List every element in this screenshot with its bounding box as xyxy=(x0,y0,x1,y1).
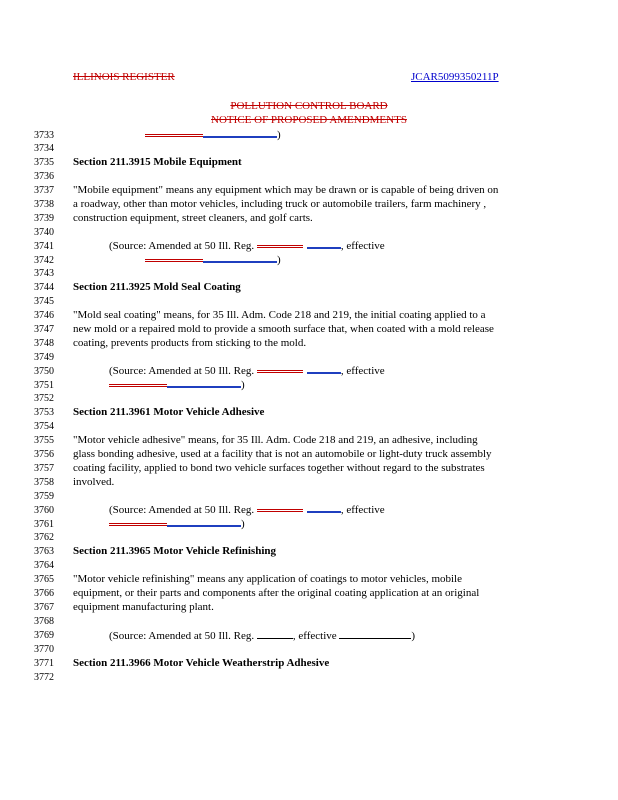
line-number: 3744 xyxy=(34,282,54,293)
notice-title: NOTICE OF PROPOSED AMENDMENTS xyxy=(211,114,407,126)
line-number: 3737 xyxy=(34,185,54,196)
section-heading: Section 211.3965 Motor Vehicle Refinishing xyxy=(73,545,276,557)
inserted-mark xyxy=(203,254,277,263)
source-note xyxy=(109,240,385,253)
effective-text: , effective xyxy=(340,240,385,252)
inserted-mark xyxy=(307,365,341,374)
line-number: 3748 xyxy=(34,338,54,349)
jcar-code: JCAR5099350211P xyxy=(411,71,499,83)
line-number: 3769 xyxy=(34,630,54,641)
section-heading: Section 211.3961 Motor Vehicle Adhesive xyxy=(73,406,265,418)
line-number: 3740 xyxy=(34,227,54,238)
line-number: 3761 xyxy=(34,519,54,530)
body-line: construction equipment, street cleaners, and golf carts. xyxy=(73,212,313,224)
closing-paren: ) xyxy=(411,630,416,642)
source-note xyxy=(109,504,385,517)
source-close-line xyxy=(109,518,245,531)
agency-name: POLLUTION CONTROL BOARD xyxy=(230,100,388,112)
line-number: 3746 xyxy=(34,310,54,321)
deleted-mark xyxy=(109,523,167,526)
line-number: 3739 xyxy=(34,213,54,224)
line-number: 3741 xyxy=(34,241,54,252)
line-number: 3765 xyxy=(34,574,54,585)
section-heading: Section 211.3925 Mold Seal Coating xyxy=(73,281,241,293)
section-heading: Section 211.3915 Mobile Equipment xyxy=(73,156,242,168)
line-number: 3747 xyxy=(34,324,54,335)
line-number: 3745 xyxy=(34,296,54,307)
line-number: 3771 xyxy=(34,658,54,669)
closing-paren: ) xyxy=(241,518,245,530)
line-number: 3754 xyxy=(34,421,54,432)
inserted-mark xyxy=(167,518,241,527)
source-close-line xyxy=(109,379,245,392)
blank-line xyxy=(339,629,411,639)
line-number: 3759 xyxy=(34,491,54,502)
body-line: coating facility, applied to bond two vehicle surfaces together without regard to the substrates xyxy=(73,462,485,474)
line-number: 3768 xyxy=(34,616,54,627)
line-number: 3760 xyxy=(34,505,54,516)
effective-text: , effective xyxy=(292,630,337,642)
line-number: 3734 xyxy=(34,143,54,154)
line-number: 3758 xyxy=(34,477,54,488)
deleted-mark xyxy=(145,259,203,262)
line-number: 3757 xyxy=(34,463,54,474)
line-number: 3764 xyxy=(34,560,54,571)
body-line: "Mold seal coating" means, for 35 Ill. Adm. Code 218 and 219, the initial coating applied to a xyxy=(73,309,486,321)
line-number: 3767 xyxy=(34,602,54,613)
body-line: a roadway, other than motor vehicles, including truck or automobile trailers, farm machinery , xyxy=(73,198,487,210)
source-note xyxy=(109,365,385,378)
body-line: glass bonding adhesive, used at a facility that is not an automobile or light-duty truck assembly xyxy=(73,448,492,460)
line-number: 3755 xyxy=(34,435,54,446)
line-number: 3735 xyxy=(34,157,54,168)
body-line: "Mobile equipment" means any equipment which may be drawn or is capable of being driven on xyxy=(73,184,499,196)
body-line: coating, prevents products from sticking to the mold. xyxy=(73,337,307,349)
line-number: 3750 xyxy=(34,366,54,377)
line-number: 3756 xyxy=(34,449,54,460)
line-number: 3736 xyxy=(34,171,54,182)
line-number: 3772 xyxy=(34,672,54,683)
section-heading: Section 211.3966 Motor Vehicle Weatherstrip Adhesive xyxy=(73,657,330,669)
line-number: 3738 xyxy=(34,199,54,210)
closing-paren: ) xyxy=(241,379,245,391)
register-title: ILLINOIS REGISTER xyxy=(73,71,175,83)
deleted-mark xyxy=(257,370,303,373)
source-note xyxy=(109,629,415,643)
closing-paren: ) xyxy=(277,129,281,141)
body-line: new mold or a repaired mold to provide a smooth surface that, when coated with a mold release xyxy=(73,323,494,335)
deleted-mark xyxy=(145,134,203,137)
source-text: (Source: Amended at 50 Ill. Reg. xyxy=(109,630,255,642)
inserted-mark xyxy=(167,379,241,388)
line-number: 3766 xyxy=(34,588,54,599)
line-number: 3770 xyxy=(34,644,54,655)
line-number: 3749 xyxy=(34,352,54,363)
inserted-mark xyxy=(307,240,341,249)
line-number: 3753 xyxy=(34,407,54,418)
line-number: 3743 xyxy=(34,268,54,279)
line-number: 3742 xyxy=(34,255,54,266)
body-line: equipment, or their parts and components after the original coating application at an original xyxy=(73,587,480,599)
body-line: "Motor vehicle refinishing" means any application of coatings to motor vehicles, mobile xyxy=(73,573,462,585)
line-number: 3763 xyxy=(34,546,54,557)
line-number: 3751 xyxy=(34,380,54,391)
line-number: 3752 xyxy=(34,393,54,404)
inserted-mark xyxy=(307,504,341,513)
body-line: "Motor vehicle adhesive" means, for 35 Ill. Adm. Code 218 and 219, an adhesive, including xyxy=(73,434,478,446)
line-number: 3762 xyxy=(34,532,54,543)
source-close-line xyxy=(145,254,281,267)
line-number: 3733 xyxy=(34,130,54,141)
source-close-line xyxy=(145,129,281,142)
body-line: equipment manufacturing plant. xyxy=(73,601,214,613)
source-text: (Source: Amended at 50 Ill. Reg. xyxy=(109,365,255,377)
deleted-mark xyxy=(257,245,303,248)
blank-line xyxy=(257,629,293,639)
source-text: (Source: Amended at 50 Ill. Reg. xyxy=(109,504,255,516)
deleted-mark xyxy=(109,384,167,387)
closing-paren: ) xyxy=(277,254,281,266)
effective-text: , effective xyxy=(340,504,385,516)
inserted-mark xyxy=(203,129,277,138)
body-line: involved. xyxy=(73,476,115,488)
deleted-mark xyxy=(257,509,303,512)
source-text: (Source: Amended at 50 Ill. Reg. xyxy=(109,240,255,252)
effective-text: , effective xyxy=(340,365,385,377)
